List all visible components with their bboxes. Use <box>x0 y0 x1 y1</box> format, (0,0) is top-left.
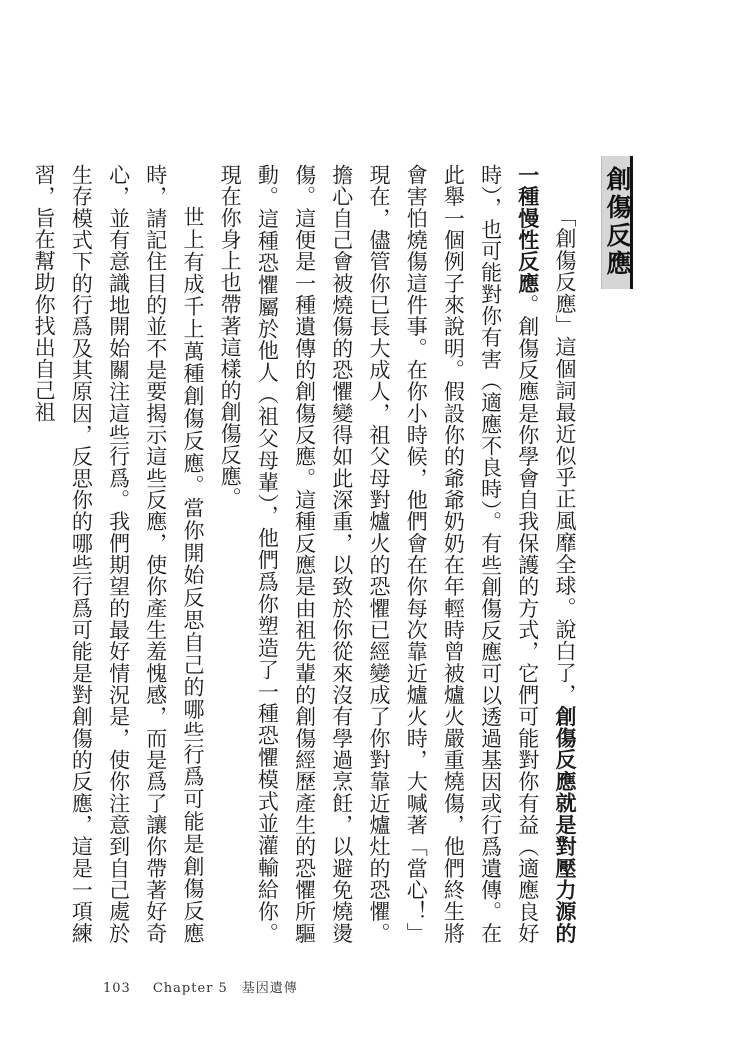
paragraph-1-intro: 「創傷反應」這個詞最近似乎正風靡全球。說白了， <box>553 206 577 706</box>
paragraph-1 <box>211 164 583 944</box>
paragraph-1-body: 。創傷反應是你學會自我保護的方式，它們可能對你有益（適應良好時），也可能對你有害（適應不良時）。有些創傷反應可以透過基因或行爲遺傳。在此舉一個例子來說明。假設你的爺爺奶奶在年輕時曾被爐火嚴重燒傷，他們終生將會害怕燒傷這件事。在你小時候，他們會在你每次靠近爐火時，大喊著「當心！」現在，儘管你已長大成人，祖父母對爐火的恐懼已經變成了你對靠近爐灶的恐懼。擔心自己會被燒傷的恐懼變得如此深重，以致於你從來沒有學過烹飪，以避免燒燙傷。這便是一種遺傳的創傷反應。這種反應是由祖先輩的創傷經歷產生的恐懼所驅動。這種恐懼屬於他人（祖父母輩），他們爲你塑造了一種恐懼模式並灌輸給你。現在你身上也帶著這樣的創傷反應。 <box>218 164 540 945</box>
body-text <box>25 164 583 944</box>
chapter-label: Chapter 5 <box>152 981 228 996</box>
section-heading: 創傷反應 <box>603 166 632 278</box>
chapter-title: 基因遺傳 <box>241 981 298 996</box>
paragraph-2: 世上有成千上萬種創傷反應。當你開始反思自己的哪些行爲可能是創傷反應時，請記住目的並不是要揭示這些反應，使你產生羞愧感，而是爲了讓你帶著好奇心，並有意識地開始關注這些行爲。我們期望的最好情況是，使你注意到自己處於生存模式下的行爲及其原因，反思你的哪些行爲可能是對創傷的反應，這是一項練習，旨在幫助你找出自己祖 <box>32 164 205 944</box>
page-number: 103 <box>103 981 131 996</box>
paragraph-1-bold-definition: 創傷反應就是對壓力源的一種慢性反應 <box>515 164 577 944</box>
section-heading-box <box>601 156 633 289</box>
page-footer <box>103 977 298 996</box>
